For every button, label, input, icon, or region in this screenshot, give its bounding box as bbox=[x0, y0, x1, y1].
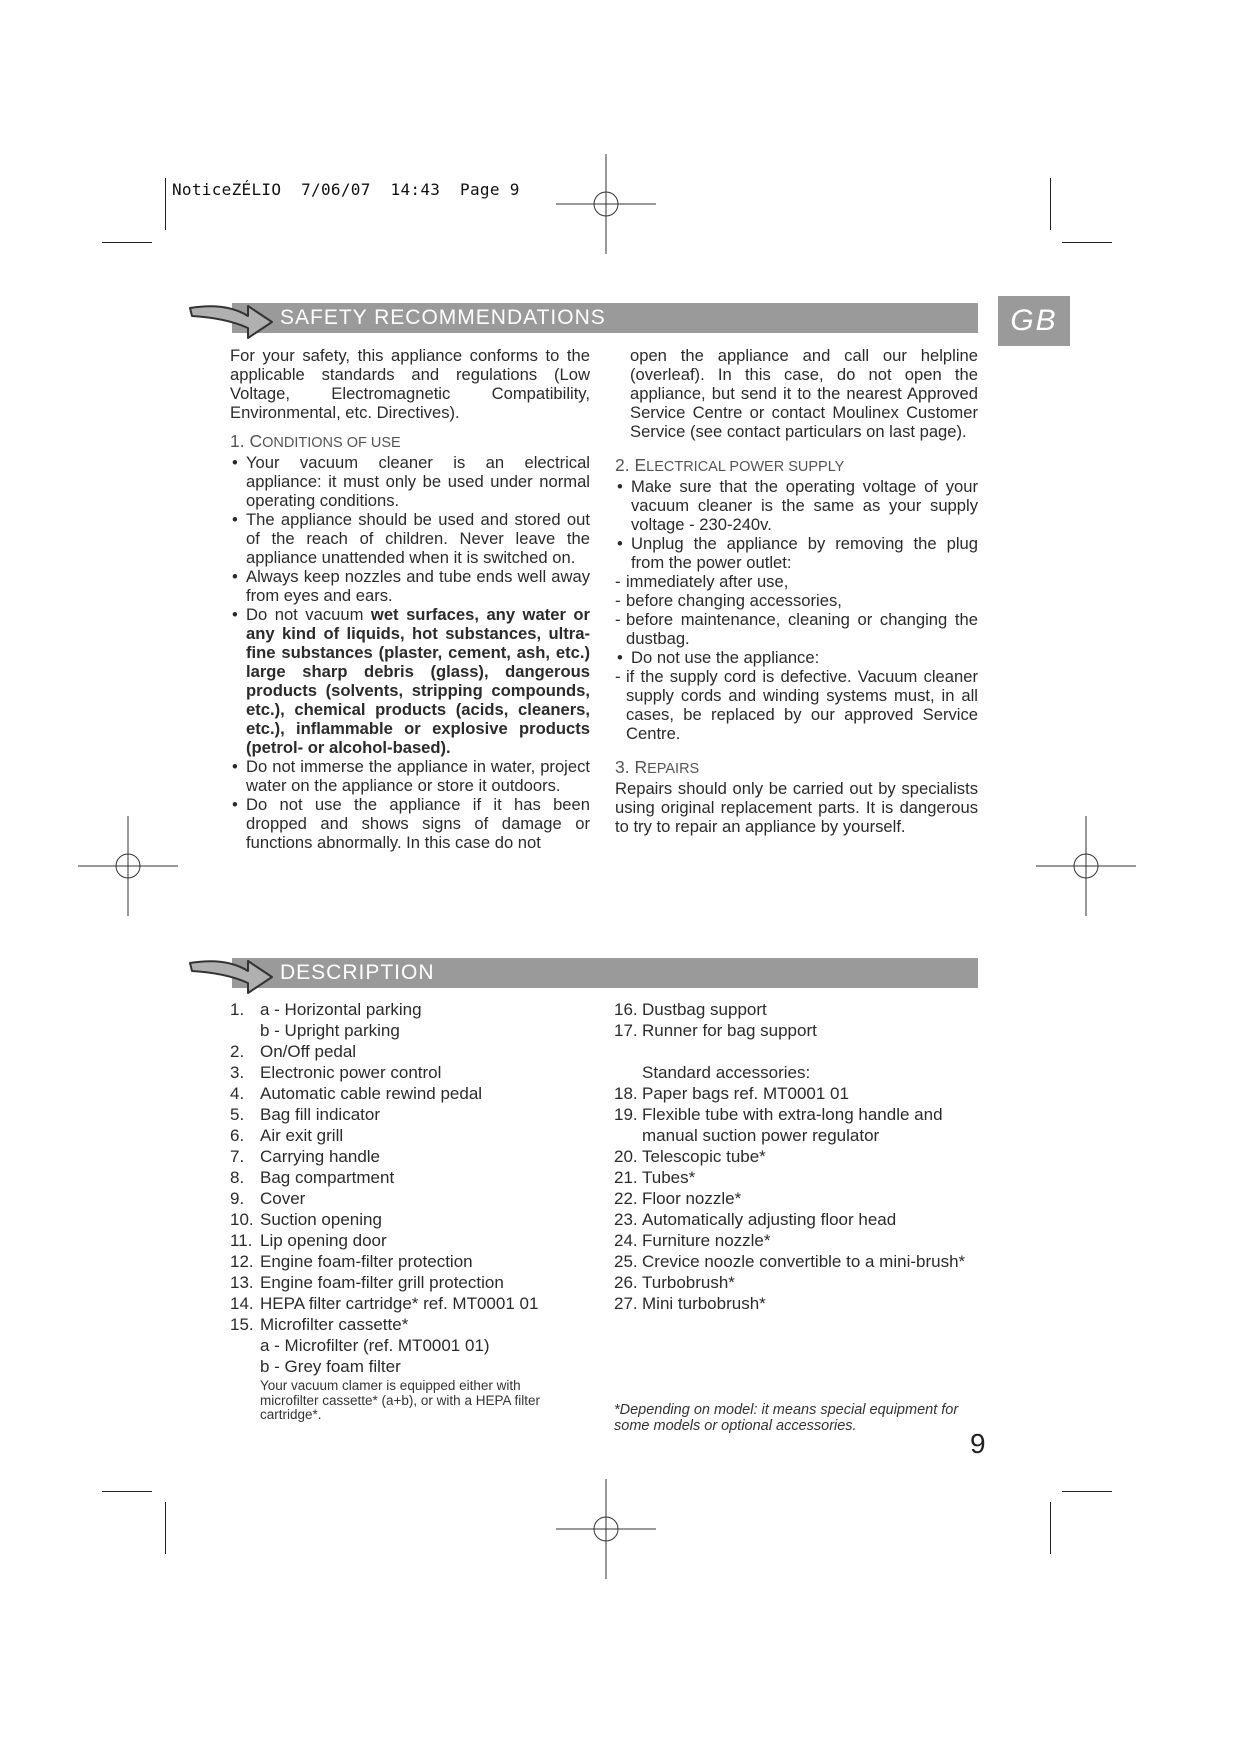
item-label: Tubes* bbox=[642, 1168, 696, 1187]
item-number: 20. bbox=[614, 1147, 638, 1166]
safety-left-column bbox=[230, 346, 590, 852]
heading-repairs: 3. REPAIRS bbox=[615, 757, 700, 777]
item-label: Bag compartment bbox=[260, 1168, 395, 1187]
item-number: 16. bbox=[614, 1000, 638, 1019]
item-number: 13. bbox=[230, 1273, 254, 1292]
registration-mark-top bbox=[556, 154, 656, 254]
heading-electrical-power-supply: 2. ELECTRICAL POWER SUPPLY bbox=[615, 455, 845, 475]
repairs-text: Repairs should only be carried out by specialists using original replacement parts. It is dangerous to try to repair an appliance by yourself. bbox=[615, 779, 978, 836]
item-number: 25. bbox=[614, 1252, 638, 1271]
list-item bbox=[230, 1041, 590, 1062]
heading-conditions-of-use: 1. CONDITIONS OF USE bbox=[230, 431, 401, 451]
crop-mark bbox=[102, 1491, 152, 1492]
list-item: - if the supply cord is defective. Vacuum cleaner supply cords and winding systems must, in all cases, be replaced by our approved Service Centre. bbox=[615, 667, 978, 743]
item-label: Runner for bag support bbox=[642, 1021, 817, 1040]
item-number: 7. bbox=[230, 1147, 245, 1166]
power-list-2 bbox=[615, 648, 978, 667]
item-number: 23. bbox=[614, 1210, 638, 1229]
section-banner-description bbox=[232, 958, 978, 988]
item-label: Microfilter cassette* bbox=[260, 1315, 409, 1334]
item-label: Crevice noozle convertible to a mini-brush* bbox=[642, 1252, 966, 1271]
registration-mark-right bbox=[1036, 816, 1136, 916]
item-label: Engine foam-filter grill protection bbox=[260, 1273, 504, 1292]
list-item bbox=[614, 1083, 984, 1104]
list-item: • Do not vacuum wet surfaces, any water or any kind of liquids, hot substances, ultra-fine substances (plaster, cement, ash, etc.) large sharp debris (glass), dangerous products (solvents, stripping compounds, etc.), chemical products (acids, cleaners, etc.), inflammable or explosive products (petrol- or alcohol-based). bbox=[230, 605, 590, 757]
section-banner-safety bbox=[232, 303, 978, 333]
list-item bbox=[614, 1146, 984, 1167]
item-number: 9. bbox=[230, 1189, 245, 1208]
section-title: DESCRIPTION bbox=[280, 961, 435, 984]
list-item bbox=[230, 1209, 590, 1230]
list-item bbox=[614, 1272, 984, 1293]
item-label: Furniture nozzle* bbox=[642, 1231, 771, 1250]
list-item: - before changing accessories, bbox=[615, 591, 978, 610]
item-label: On/Off pedal bbox=[260, 1042, 357, 1061]
power-dash-list-2 bbox=[615, 667, 978, 743]
list-item bbox=[230, 1230, 590, 1251]
item-number: 22. bbox=[614, 1189, 638, 1208]
list-item bbox=[230, 1335, 590, 1356]
list-item bbox=[230, 1356, 590, 1377]
item-number bbox=[230, 1335, 260, 1356]
registration-mark-bottom bbox=[556, 1479, 656, 1579]
crop-mark bbox=[1050, 178, 1051, 230]
item-label: Carrying handle bbox=[260, 1147, 381, 1166]
language-tab: GB bbox=[998, 296, 1070, 346]
item-label: Flexible tube with extra-long handle and manual suction power regulator bbox=[642, 1105, 943, 1145]
continued-text: open the appliance and call our helpline (overleaf). In this case, do not open the appliance, but send it to the nearest Approved Service Centre or contact Moulinex Customer Service (see contact particulars on last page). bbox=[630, 346, 978, 441]
page-number: 9 bbox=[970, 1428, 986, 1459]
footnote: *Depending on model: it means special equipment for some models or optional accessories. bbox=[614, 1402, 959, 1434]
item-label: Automatic cable rewind pedal bbox=[260, 1084, 483, 1103]
safety-right-column bbox=[615, 346, 978, 836]
item-number: 6. bbox=[230, 1126, 245, 1145]
item-label: a - Horizontal parking bbox=[260, 1000, 422, 1019]
list-item bbox=[230, 1125, 590, 1146]
list-item bbox=[614, 1188, 984, 1209]
item-label: b - Upright parking bbox=[260, 1021, 400, 1040]
list-item bbox=[230, 1104, 590, 1125]
item-number: 2. bbox=[230, 1042, 245, 1061]
description-left-list bbox=[230, 999, 590, 1423]
item-number: 19. bbox=[614, 1105, 638, 1124]
item-label: Turbobrush* bbox=[642, 1273, 735, 1292]
item-label: Mini turbobrush* bbox=[642, 1294, 766, 1313]
crop-mark bbox=[102, 242, 152, 243]
list-item: • Do not use the appliance if it has been dropped and shows signs of damage or functions abnormally. In this case do not bbox=[230, 795, 590, 852]
crop-mark bbox=[165, 178, 166, 230]
description-right-list bbox=[614, 999, 984, 1314]
list-item: • Unplug the appliance by removing the plug from the power outlet: bbox=[615, 534, 978, 572]
item-label: Electronic power control bbox=[260, 1063, 442, 1082]
item-label: Telescopic tube* bbox=[642, 1147, 766, 1166]
item-number: 15. bbox=[230, 1315, 254, 1334]
item-label: Bag fill indicator bbox=[260, 1105, 381, 1124]
item-number: 12. bbox=[230, 1252, 254, 1271]
list-item bbox=[614, 1230, 984, 1251]
item-number: 10. bbox=[230, 1210, 254, 1229]
item-label: Automatically adjusting floor head bbox=[642, 1210, 897, 1229]
list-item bbox=[230, 999, 590, 1020]
item-number: 27. bbox=[614, 1294, 638, 1313]
section-title: SAFETY RECOMMENDATIONS bbox=[280, 306, 606, 329]
item-label: Air exit grill bbox=[260, 1126, 344, 1145]
item-label: Dustbag support bbox=[642, 1000, 767, 1019]
list-item bbox=[230, 1251, 590, 1272]
list-item: • Make sure that the operating voltage of your vacuum cleaner is the same as your supply voltage - 230-240v. bbox=[615, 477, 978, 534]
list-item bbox=[614, 1251, 984, 1272]
list-item bbox=[614, 1167, 984, 1188]
list-item: • Your vacuum cleaner is an electrical appliance: it must only be used under normal operating conditions. bbox=[230, 453, 590, 510]
item-label: Lip opening door bbox=[260, 1231, 387, 1250]
item-number bbox=[230, 1020, 260, 1041]
crop-mark bbox=[1050, 1502, 1051, 1554]
item-number: 14. bbox=[230, 1294, 254, 1313]
item-number: 5. bbox=[230, 1105, 245, 1124]
crop-mark bbox=[1062, 242, 1112, 243]
item-number bbox=[230, 1356, 260, 1377]
item-number: 4. bbox=[230, 1084, 245, 1103]
item-label: Floor nozzle* bbox=[642, 1189, 742, 1208]
list-item bbox=[230, 1188, 590, 1209]
item-label: Suction opening bbox=[260, 1210, 382, 1229]
power-list bbox=[615, 477, 978, 572]
list-item bbox=[614, 999, 984, 1020]
list-item bbox=[614, 1020, 984, 1041]
list-item: • Always keep nozzles and tube ends well away from eyes and ears. bbox=[230, 567, 590, 605]
item-label: Engine foam-filter protection bbox=[260, 1252, 473, 1271]
list-item: • Do not use the appliance: bbox=[615, 648, 978, 667]
item-number: 18. bbox=[614, 1084, 638, 1103]
item-number: 21. bbox=[614, 1168, 638, 1187]
arrow-icon bbox=[186, 296, 278, 344]
list-item bbox=[230, 1146, 590, 1167]
print-slug: NoticeZÉLIO 7/06/07 14:43 Page 9 bbox=[172, 180, 520, 199]
list-item bbox=[614, 1209, 984, 1230]
list-item bbox=[230, 1062, 590, 1083]
item-number: 3. bbox=[230, 1063, 245, 1082]
item-label: b - Grey foam filter bbox=[260, 1357, 401, 1376]
registration-mark-left bbox=[78, 816, 178, 916]
safety-intro: For your safety, this appliance conforms to the applicable standards and regulations (Low Voltage, Electromagnetic Compatibility, Environmental, etc. Directives). bbox=[230, 346, 590, 422]
crop-mark bbox=[1062, 1491, 1112, 1492]
item-number: 1. bbox=[230, 1000, 245, 1019]
list-item bbox=[230, 1314, 590, 1335]
item-number: 26. bbox=[614, 1273, 638, 1292]
item-label: Paper bags ref. MT0001 01 bbox=[642, 1084, 849, 1103]
item-number: 24. bbox=[614, 1231, 638, 1250]
item-number: 17. bbox=[614, 1021, 638, 1040]
conditions-list bbox=[230, 453, 590, 852]
power-dash-list bbox=[615, 572, 978, 648]
list-item bbox=[614, 1293, 984, 1314]
item-number: 11. bbox=[230, 1231, 253, 1250]
list-item bbox=[230, 1083, 590, 1104]
item-label: HEPA filter cartridge* ref. MT0001 01 bbox=[260, 1294, 539, 1313]
list-item: - immediately after use, bbox=[615, 572, 978, 591]
list-item: • Do not immerse the appliance in water, project water on the appliance or store it outdoors. bbox=[230, 757, 590, 795]
arrow-icon bbox=[186, 951, 278, 999]
list-item bbox=[230, 1167, 590, 1188]
filter-note: Your vacuum clamer is equipped either with microfilter cassette* (a+b), or with a HEPA filter cartridge*. bbox=[260, 1378, 540, 1422]
standard-accessories-label: Standard accessories: bbox=[642, 1063, 811, 1082]
list-item bbox=[230, 1272, 590, 1293]
list-item bbox=[230, 1293, 590, 1314]
item-label: a - Microfilter (ref. MT0001 01) bbox=[260, 1336, 490, 1355]
list-item: - before maintenance, cleaning or changing the dustbag. bbox=[615, 610, 978, 648]
crop-mark bbox=[165, 1502, 166, 1554]
item-label: Cover bbox=[260, 1189, 306, 1208]
list-item: • The appliance should be used and stored out of the reach of children. Never leave the appliance unattended when it is switched on. bbox=[230, 510, 590, 567]
item-number: 8. bbox=[230, 1168, 245, 1187]
list-item bbox=[230, 1020, 590, 1041]
list-item bbox=[614, 1104, 984, 1146]
